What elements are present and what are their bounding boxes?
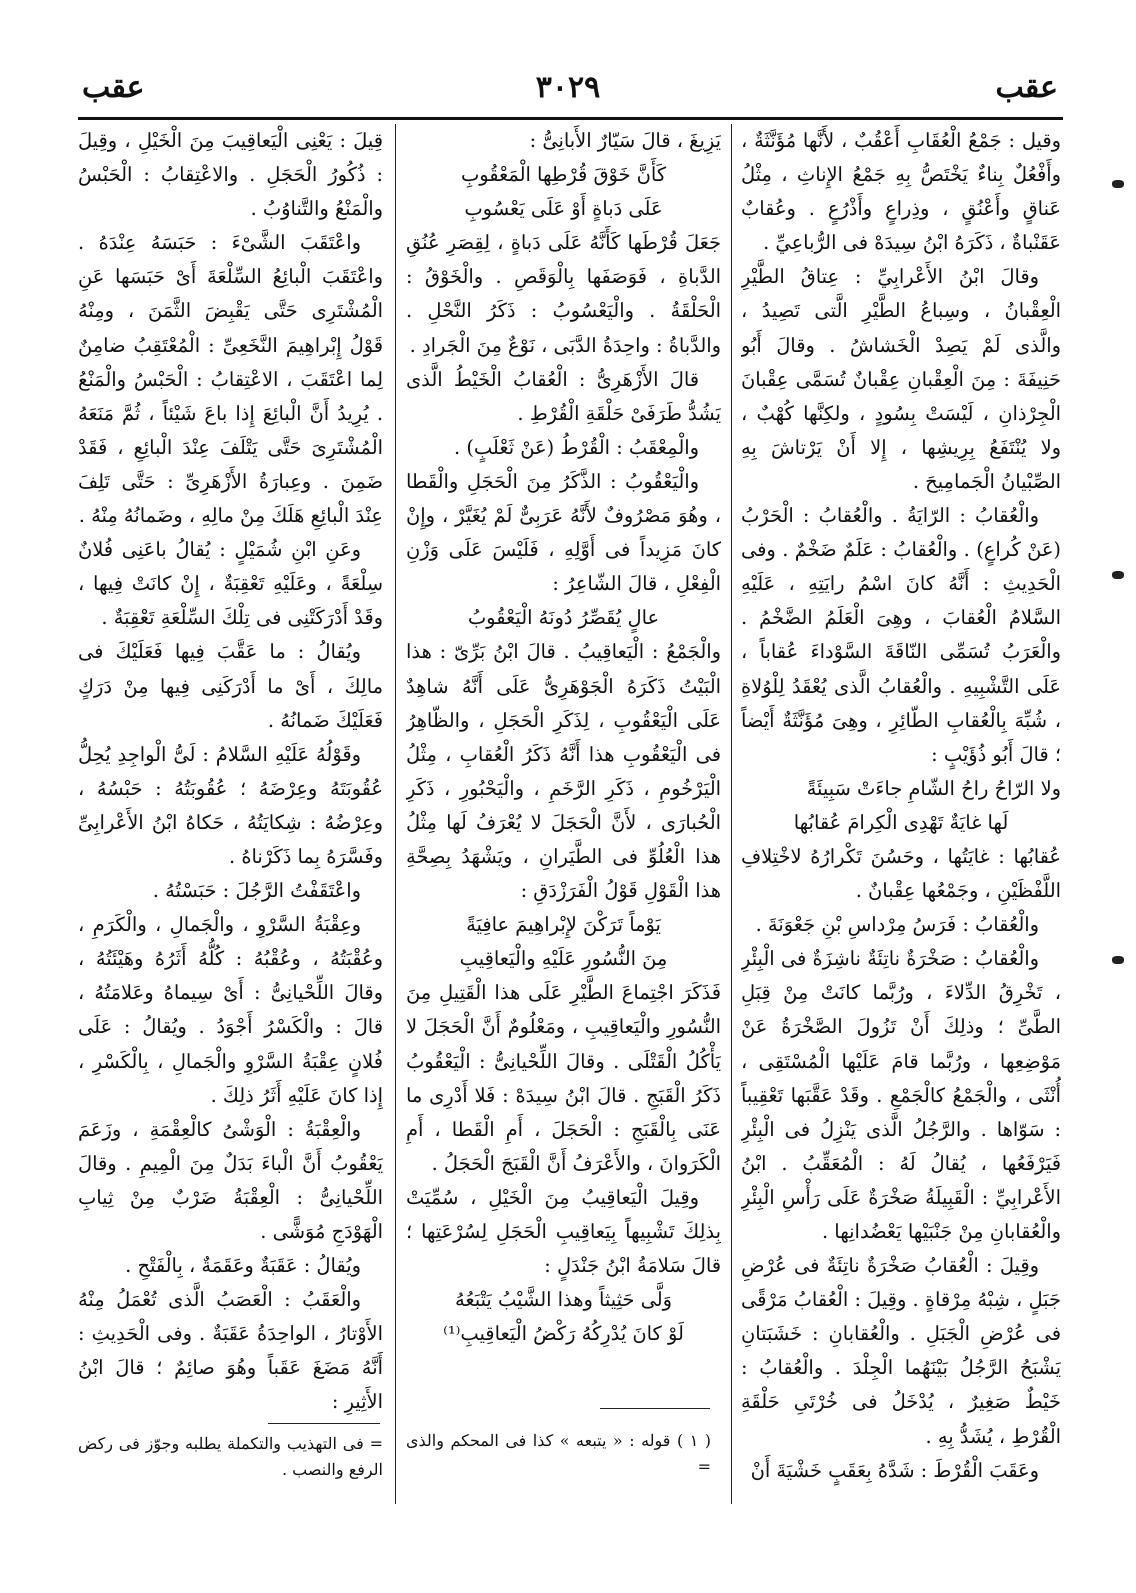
header-root-word-left: عقب — [82, 70, 145, 105]
paragraph: وعِقْبَةُ السَّرْوِ ، والْجَمالِ ، والْكَرَمِ ، وعُقْبَتُهُ ، وعُقْبُهُ : كُلُّهُ أَثَرُهُ وهَيْئَتُهُ ، وقالَ اللِّحْيانِىُّ : أَىْ سِيماهُ وعَلامَتُهُ ، قالَ : والْكَسْرُ أَجْوَدُ . ويُقالُ : عَلَى فُلانٍ عِقْبَةُ السَّرْوِ والْجَمالِ ، بِالْكَسْرِ ، إِذا كانَ عَلَيْهِ أَثَرُ ذلِكَ . — [78, 913, 383, 1107]
footnote-middle: ( ١ ) قوله : « يتبعه » كذا فى المحكم والذى = — [406, 1431, 712, 1476]
verse-line: لَها غايَةٌ تَهْدِى الْكِرامَ عُقابُها — [793, 810, 1009, 834]
text-column-left — [78, 124, 383, 1429]
paragraph: وقَوْلُهُ عَلَيْهِ السَّلامُ : لَىُّ الْواجِدِ يُحِلُّ عُقُوبَتَهُ وعِرْضَهُ ؛ عُقُوبَتُهُ : حَبْسُهُ ، وعِرْضُهُ : شِكايَتُهُ ، حَكاهُ ابْنُ الأَعْرابِىِّ وفَسَّرَهُ بِما ذَكَرْناهُ . — [78, 742, 383, 868]
paragraph: يَزِيغَ ، قالَ سَيّارٌ الأَبانِىُّ : — [529, 129, 721, 152]
page-number: ٣٠٢٩ — [535, 70, 601, 105]
verse-line: كَأَنَّ خَوْقَ قُرْطِها الْمَعْقُوبِ — [460, 163, 667, 187]
paragraph: ويُقالُ : عَقَبَةٌ وعَقَمَةٌ ، بِالْفَتْحِ . — [125, 1254, 361, 1278]
verse-line: يَوْماً تَرَكْنَ لإِبْراهِيمَ عافِيَةً — [466, 913, 661, 937]
header-root-word-right: عقب — [995, 70, 1058, 105]
paragraph: والْمِعْقَبُ : الْقُرْطُ (عَنْ ثَعْلَبٍ) . — [454, 435, 699, 459]
verse-line: مِنَ النُّسُورِ عَلَيْهِ والْيَعاقِيبِ — [459, 947, 668, 971]
column-divider — [731, 124, 732, 1504]
paragraph: جَعَلَ قُرْطَها كَأَنَّهُ عَلَى دَباةٍ ، لِقِصَرِ عُنُقِ الدَّباةِ ، فَوَصَفَها بِالْوَقَصِ . والْخَوْقُ : الْحَلْقَةُ . والْيَعْسُوبُ : ذَكَرُ النَّحْلِ . والدَّباةُ : واحِدَةُ الدَّبَى ، نَوْعٌ مِنَ الْجَرادِ . — [406, 231, 721, 357]
paragraph: واعْتَقَبَ الشَّىْءَ : حَبَسَهُ عِنْدَهُ . واعْتَقَبَ الْبائِعُ السِّلْعَةَ أَىْ حَبَسَها عَنِ الْمُشْتَرِى حَتَّى يَقْبِضَ الثَّمَنَ ، ومِنْهُ قَوْلُ إِبْراهِيمَ النَّخَعِىِّ : الْمُعْتَقِبُ ضامِنٌ لِما اعْتَقَبَ ، الاعْتِقابُ : الْحَبْسُ والْمَنْعُ . يُرِيدُ أَنَّ الْبائِعَ إِذا باعَ شَيْئاً ، ثُمَّ مَنَعَهُ الْمُشْتَرِىَ حَتَّى يَتْلَفَ عِنْدَ الْبائِعِ ، فَقَدْ ضَمِنَ . وعِبارَةُ الأَزْهَرِىِّ : حَتَّى تَلِفَ عِنْدَ الْبائِعِ هَلَكَ مِنْ مالِهِ ، وضَمانُهُ مِنْهُ . — [78, 231, 383, 528]
paragraph: والْجَمْعُ : الْيَعاقِيبُ . قالَ ابْنُ بَرِّىّ : هذا الْبَيْتُ ذَكَرَهُ الْجَوْهَرِىُّ عَلَى أَنَّهُ شاهِدٌ عَلَى الْيَعْقُوبِ ، لِذَكَرِ الْحَجَلِ ، والظّاهِرُ فى الْيَعْقُوبِ هذا أَنَّهُ ذَكَرُ الْعُقابِ ، مِثْلُ الْيَرْخُومِ ، ذَكَرِ الرَّخَمِ ، والْيَحْبُورِ ، ذَكَرِ الْحُبارَى ، لأَنَّ الْحَجَلَ لا يُعْرَفُ لَها مِثْلُ هذا الْعُلُوِّ فى الطَّيَرانِ ، ويَشْهَدُ بِصِحَّةِ هذا الْقَوْلِ قَوْلُ الْفَرَزْدَقِ : — [406, 640, 721, 903]
paragraph: عُقابُها : غايَتُها ، وحَسُنَ تَكْرارُهُ لاخْتِلافِ اللَّفْظَيْنِ ، وجَمْعُها عِقْبانٌ . — [741, 844, 1061, 903]
verse-line: ولا الرّاحُ راحُ الشّامِ جاءَتْ سَبِيئَةً — [806, 776, 1061, 800]
paragraph: وعَقَبَ الْقُرْطَ : شَدَّهُ بِعَقَبٍ خَشْيَةَ أَنْ — [750, 1458, 1039, 1482]
margin-mark — [1112, 956, 1124, 964]
paragraph: والْعَقَبُ : الْعَصَبُ الَّذى تُعْمَلُ مِنْهُ الأَوْتارُ ، الواحِدَةُ عَقَبَةٌ . وفى الْحَدِيثِ : أَنَّهُ مَضَغَ عَقَباً وهُوَ صائِمٌ ؛ قالَ ابْنُ الأَثِيرِ : — [78, 1288, 383, 1414]
page-header — [0, 70, 1136, 120]
verse-line: لَوْ كانَ يُدْرِكُهُ رَكْضُ الْيَعاقِيبِ⁽¹⁾ — [443, 1322, 684, 1346]
column-divider — [395, 124, 396, 1504]
verse-line: عالٍ يُقَصِّرُ دُونَهُ الْيَعْقُوبُ — [467, 606, 660, 630]
footnote-left: = فى التهذيب والتكملة يطلبه وجوّز فى ركض الرفع والنصب . — [78, 1434, 383, 1479]
text-column-right — [741, 124, 1061, 1489]
paragraph: وقِيلَ الْيَعاقِيبُ مِنَ الْخَيْلِ ، سُمِّيَتْ بِذلِكَ تَشْبِيهاً بِيَعاقِيبِ الْحَجَلِ لِسُرْعَتِها ؛ قالَ سَلامَةُ ابْنُ جَنْدَلٍ : — [406, 1185, 721, 1278]
text-column-middle — [406, 124, 721, 1489]
margin-mark — [1112, 571, 1124, 579]
paragraph: واعْتَقَفْتُ الرَّجُلَ : حَبَسْتُهُ . — [152, 879, 361, 903]
paragraph: والْعُقابُ : فَرَسُ مِرْداسِ بْنِ جَعْوَنَةَ . — [755, 913, 1039, 937]
paragraph: والْعُقابُ : الرّايَةُ . والْعُقابُ : الْحَرْبُ (عَنْ كُراعٍ) . والْعُقابُ : عَلَمٌ ضَخْمٌ . وفى الْحَدِيثِ : أَنَّهُ كانَ اسْمُ رايَتِهِ ، عَلَيْهِ السَّلامُ الْعُقابَ ، وهِىَ الْعَلَمُ الضَّخْمُ . والْعَرَبُ تُسَمِّى النّاقَةَ السَّوْداءَ عُقاباً ، عَلَى التَّشْبِيهِ . والْعُقابُ الَّذى يُعْقَدُ لِلْوُلاةِ ، شُبِّهَ بِالْعُقابِ الطّائِرِ ، وهِىَ مُؤَنَّثَةٌ أَيْضاً ؛ قالَ أَبُو ذُؤَيْبٍ : — [741, 504, 1061, 766]
paragraph: وعَنِ ابْنِ شُمَيْلٍ : يُقالُ باعَنِى فُلانٌ سِلْعَةً ، وعَلَيْهِ تَعْقِبَةٌ ، إِنْ كانَتْ فِيها ، وقَدْ أَدْرَكَتْنِى فى تِلْكَ السِّلْعَةِ تَعْقِبَةٌ . — [78, 538, 383, 630]
paragraph: قالَ الأَزْهَرِىُّ : الْعُقابُ الْخَيْطُ الَّذى يَشُدُّ طَرَفَىْ حَلْقَةِ الْقُرْطِ . — [406, 367, 721, 425]
verse-line: وَلَّى حَثِيثاً وهذا الشَّيْبُ يَتْبَعُهُ — [454, 1288, 673, 1312]
paragraph: وقالَ ابْنُ الأَعْرابِيِّ : عِتاقُ الطَّيْرِ الْعِقْبانُ ، وسِباعُ الطَّيْرِ الَّتى تَصِيدُ ، والَّذى لَمْ يَصِدْ الْخَشاشُ . وقالَ أَبُو حَنِيفَةَ : مِنَ الْعِقْبانِ عِقْبانٌ تُسَمَّى عِقْبانَ الْجِرْذانِ ، لَيْسَتْ بِسُودٍ ، ولكِنَّها كُهْبٌ ، ولا يُنْتَفَعُ بِرِيشِها ، إِلا أَنْ يَرْتاشَ بِهِ الصِّبْيانُ الْجَمامِيحَ . — [741, 265, 1061, 493]
paragraph: ويُقالُ : ما عَقَّبَ فِيها فَعَلَيْكَ فى مالِكَ ، أَىْ ما أَدْرَكَنِى فِيها مِنْ دَرَكٍ فَعَلَيْكَ ضَمانُهُ . — [78, 640, 383, 732]
footnote-rule — [268, 1423, 380, 1424]
paragraph: وقِيلَ : الْعُقابُ صَخْرَةٌ ناتِئَةٌ فى عُرْضِ جَبَلٍ ، شِبْهُ مِرْقاةٍ . وقِيلَ : الْعُقابُ مَرْقًى فى عُرْضِ الْجَبَلِ . والْعُقابانِ : خَشَبَتانِ يَشْبَحُ الرَّجُلُ بَيْنَهُما الْجِلْدَ . والْعُقابُ : خَيْطٌ صَغِيرٌ ، يُدْخَلُ فى خُرْتَىِ حَلْقَةِ الْقُرْطِ ، يُشَدُّ بِهِ . — [741, 1254, 1061, 1448]
paragraph: والْعُقابُ : صَخْرَةٌ ناتِئَةٌ ناشِزَةٌ فى الْبِئْرِ ، تَخْرِقُ الدِّلاءَ ، ورُبَّما كانَتْ مِنْ قِبَلِ الطَّىِّ ؛ وذلِكَ أَنْ تَزُولَ الصَّخْرَةُ عَنْ مَوْضِعِها ، ورُبَّما قامَ عَلَيْها الْمُسْتَقِى ، أُنْثَى ، والْجَمْعُ كالْجَمْعِ . وقَدْ عَقَّبَها تَعْقِيباً : سَوّاها . والرَّجُلُ الَّذى يَنْزِلُ فى الْبِئْرِ فَيَرْفَعُها ، يُقالُ لَهُ : الْمُعَقِّبُ . ابْنُ الأَعْرابِيِّ : الْقَبِيلَةُ صَخْرَةٌ عَلَى رَأْسِ الْبِئْرِ والْعُقابانِ مِنْ جَنْبَيْها يَعْضُدانِها . — [741, 947, 1061, 1243]
paragraph: وقيل : جَمْعُ الْعُقَابِ أَعْقُبٌ ، لأَنَّها مُؤَنَّثَةٌ ، وأَفْعُلٌ بِناءٌ يَخْتَصُّ بِهِ جَمْعُ الإِناثِ ، مِثْلُ عَناقٍ وأَعْنُقٍ ، وذِراعٍ وأَذْرُعٍ . وعُقابٌ عَقَنْباةٌ ، ذَكَرَهُ ابْنُ سِيدَهْ فى الرُّباعِيِّ . — [741, 129, 1061, 255]
paragraph: والْعِقْبَةُ : الْوَشْىُ كالْعِقْمَةِ ، وزَعَمَ يَعْقُوبُ أَنَّ الْباءَ بَدَلٌ مِنَ الْمِيمِ . وقالَ اللِّحْيانِىُّ : الْعِقْبَةُ ضَرْبٌ مِنْ ثِيابِ الْهَوْدَجِ مُوَشًّى . — [78, 1117, 383, 1243]
header-rule — [78, 117, 1063, 120]
footnote-rule — [600, 1408, 710, 1409]
margin-mark — [1112, 180, 1124, 188]
paragraph: والْيَعْقُوبُ : الذَّكَرُ مِنَ الْحَجَلِ والْقَطا ، وهُوَ مَصْرُوفٌ لأَنَّهُ عَرَبِىٌّ لَمْ يُغَيَّرْ ، وإِنْ كانَ مَزِيداً فى أَوَّلِهِ ، فَلَيْسَ عَلَى وَزْنِ الْفِعْلِ ، قالَ الشّاعِرُ : — [406, 469, 721, 596]
paragraph: فَذَكَرَ اجْتِماعَ الطَّيْرِ عَلَى هذا الْقَتِيلِ مِنَ النُّسُورِ والْيَعاقِيبِ ، ومَعْلُومٌ أَنَّ الْحَجَلَ لا يَأْكُلُ الْقَتْلَى . وقالَ اللِّحْيانِىُّ : الْيَعْقُوبُ ذَكَرُ الْقَبَجِ . قالَ ابْنُ سِيدَهْ : فَلا أَدْرِى ما عَنَى بِالْقَبَجِ : الْحَجَلَ ، أَمِ الْقَطا ، أَمِ الْكَرَوانَ ، والأَعْرَفُ أَنَّ الْقَبَجَ الْحَجَلُ . — [406, 981, 721, 1175]
paragraph: قِيلَ : يَعْنِى الْيَعاقِيبَ مِنَ الْخَيْلِ ، وقِيلَ : ذُكُورُ الْحَجَلِ . والاعْتِقابُ : الْحَبْسُ والْمَنْعُ والتَّناوُبُ . — [78, 129, 383, 221]
verse-line: عَلَى دَباةٍ أَوْ عَلَى يَعْسُوبِ — [464, 197, 663, 221]
